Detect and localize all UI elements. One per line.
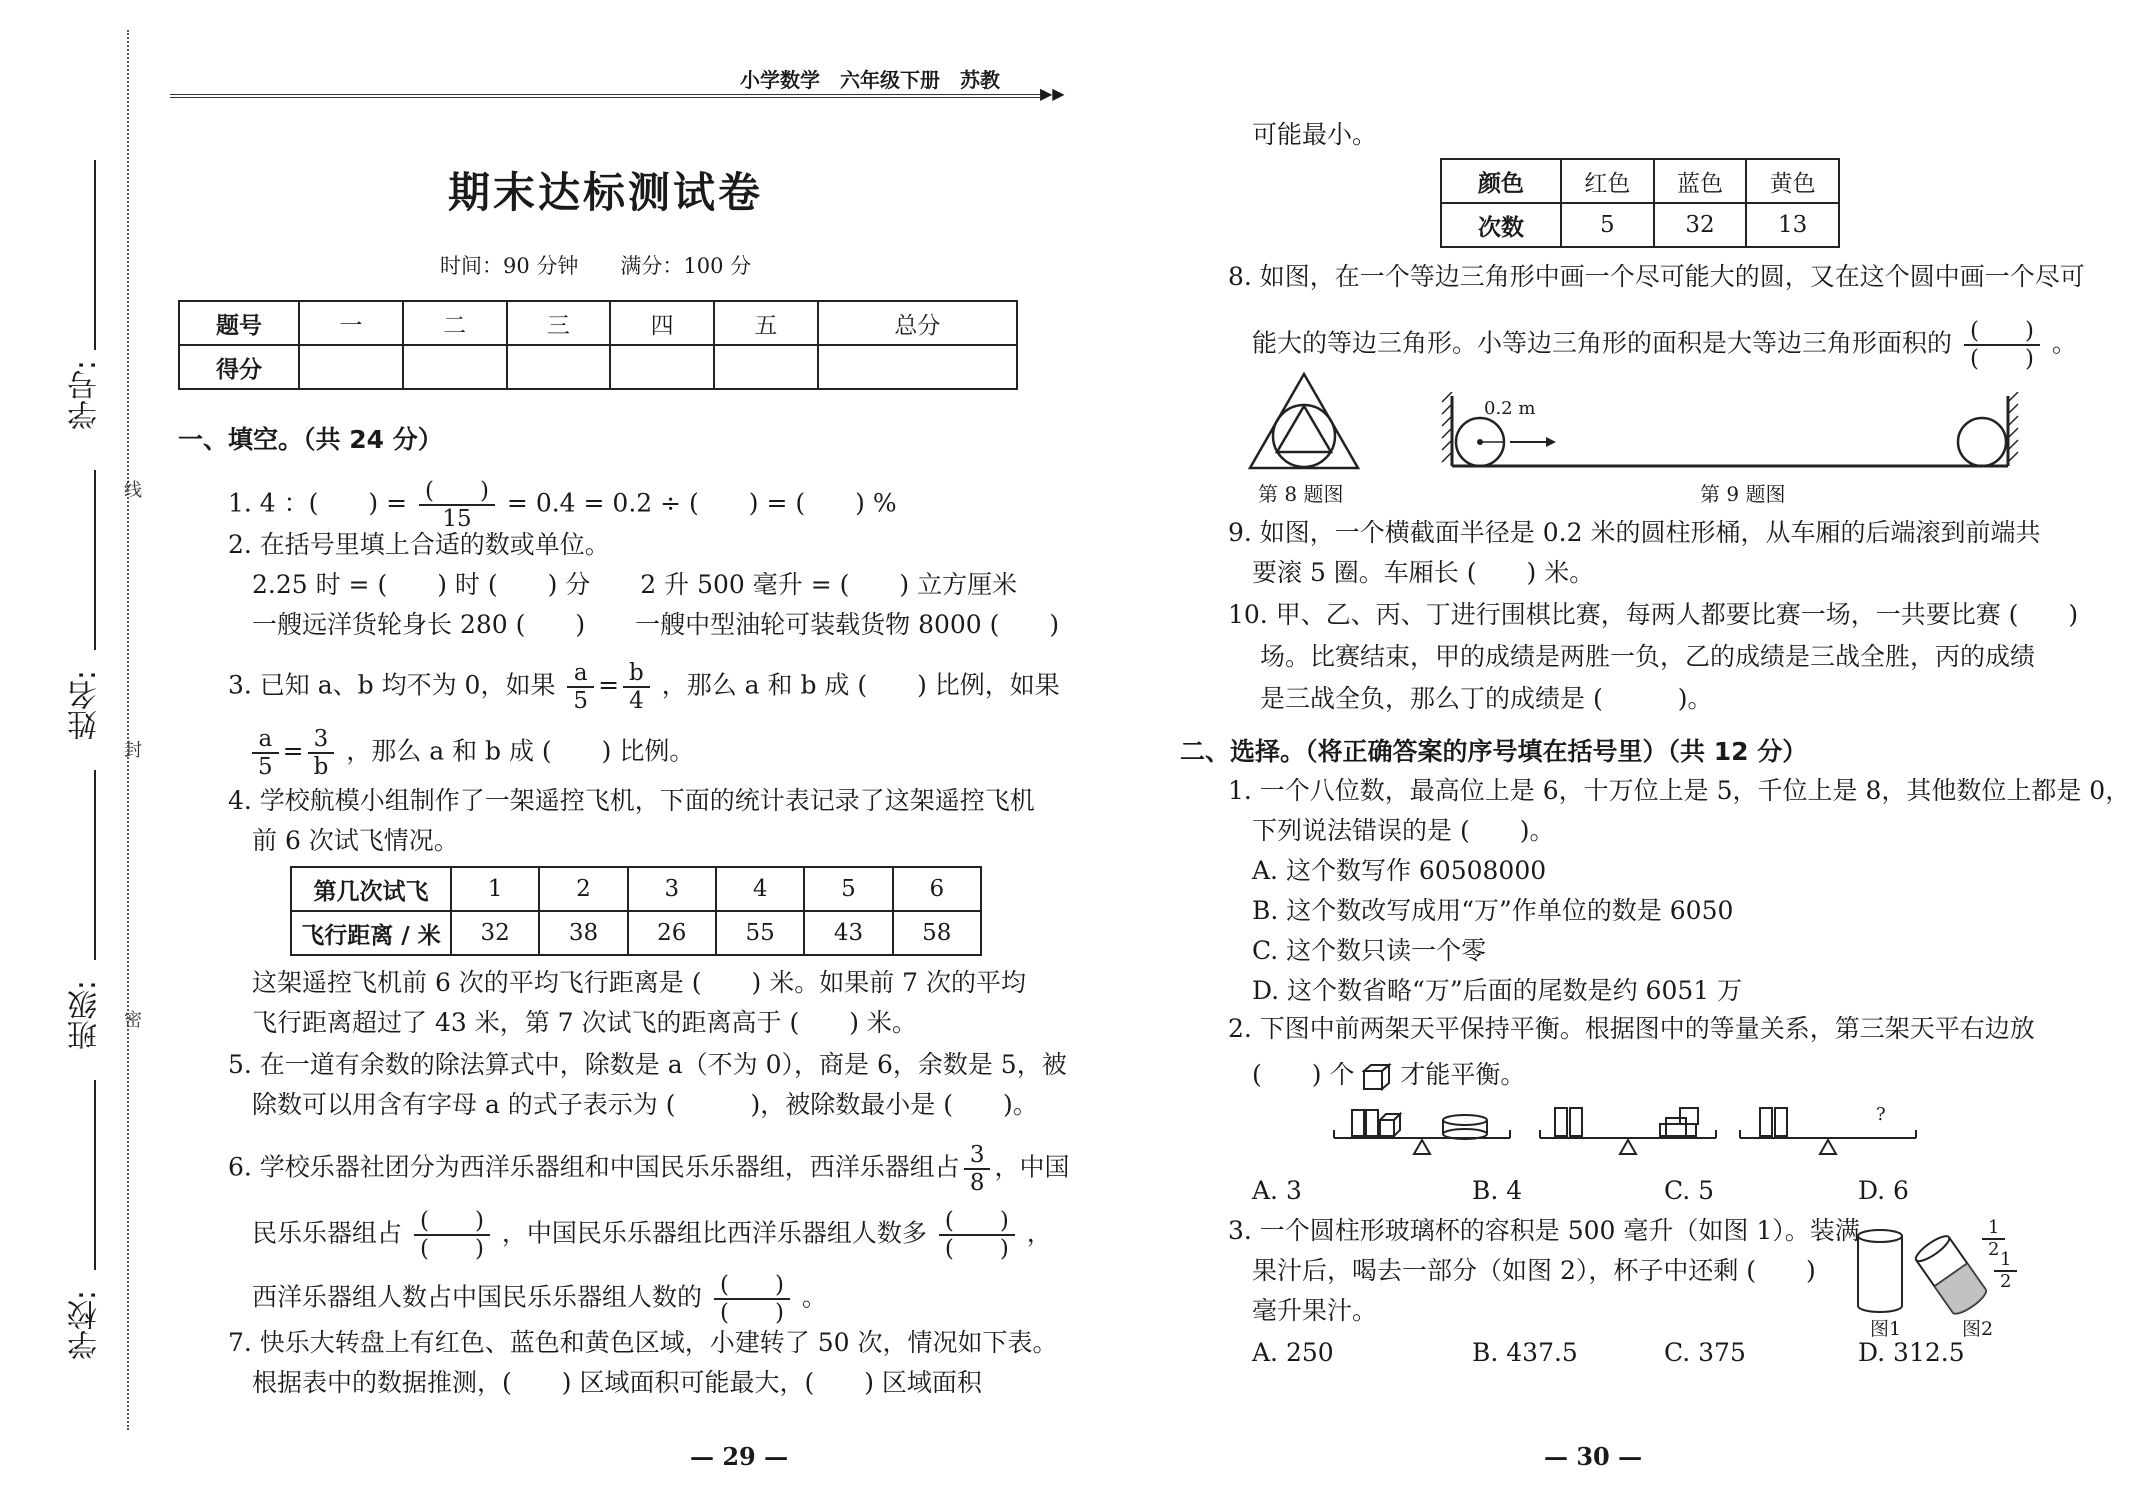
section-2-heading: 二、选择。（将正确答案的序号填在括号里）（共 12 分） [1180,737,1808,766]
q6-text: ， [1026,1218,1052,1248]
q6-blank-fraction[interactable] [714,1272,790,1326]
q3-text-b: ，那么 a 和 b 成 ( ) 比例，如果 [661,670,1060,700]
question-5-line-2: 除数可以用含有字母 a 的式子表示为 ( )，被除数最小是 ( )。 [252,1090,1038,1119]
frac-numerator: b [623,660,650,688]
q3-equals: = [282,736,304,766]
question-1 [228,478,897,532]
color-table [1440,158,1840,248]
color-table-cell: 黄色 [1746,159,1839,203]
frac-numerator: ( ) [714,1272,790,1300]
glass-cups-figure [1850,1222,1990,1322]
frac-denominator: 2 [2000,1271,2012,1292]
c2-text: ( ) 个 [1252,1060,1355,1089]
choice-3-option-a[interactable]: A. 250 [1252,1338,1334,1367]
score-table-cell: 总分 [818,301,1017,345]
q3-fraction [623,660,650,714]
flight-table-cell: 2 [539,867,627,911]
exam-time-score: 时间：90 分钟 满分：100 分 [440,254,752,278]
score-input-cell[interactable] [299,345,403,389]
flight-table-cell: 58 [893,911,981,955]
choice-3-option-b[interactable]: B. 437.5 [1472,1338,1578,1367]
question-10-line-3: 是三战全负，那么丁的成绩是 ( )。 [1260,684,1713,713]
c2-text: 才能平衡。 [1400,1060,1526,1089]
page-number-right: — 30 — [1544,1442,1643,1471]
flight-table [290,866,982,956]
frac-denominator: 8 [969,1170,985,1196]
q3-fraction [252,726,279,780]
question-3-line-1 [228,660,1060,714]
flight-table-cell: 6 [893,867,981,911]
binding-dotted-line [127,30,129,1430]
cut-word-feng: 封 [121,740,142,758]
q6-text: ，中国民乐乐器组比西洋乐器组人数多 [501,1218,927,1248]
score-table-cell: 二 [403,301,507,345]
section-1-heading: 一、填空。（共 24 分） [178,425,443,454]
question-6-line-2 [252,1208,1052,1262]
frac-numerator: ( ) [1964,318,2040,346]
frac-numerator: 3 [964,1142,991,1170]
choice-2-line-2 [1252,1058,1525,1092]
q6-text: 民乐乐器组占 [252,1218,403,1248]
flight-table-cell: 3 [628,867,716,911]
frac-numerator: a [252,726,279,754]
frac-denominator: ( ) [944,1236,1009,1262]
balance-scales-figure [1330,1098,1930,1168]
q6-blank-fraction[interactable] [414,1208,490,1262]
choice-3-line-1: 3. 一个圆柱形玻璃杯的容积是 500 毫升（如图 1）。装满 [1228,1216,1860,1245]
radius-label: 0.2 m [1484,398,1536,419]
score-table-cell: 一 [299,301,403,345]
frac-denominator: b [313,754,329,780]
q8-blank-fraction[interactable] [1964,318,2040,372]
frac-numerator: ( ) [939,1208,1015,1236]
q8-text: 。 [2051,328,2077,358]
score-table-cell: 得分 [179,345,299,389]
header-rule [170,94,1040,98]
question-4-line-4: 飞行距离超过了 43 米，第 7 次试飞的距离高于 ( ) 米。 [252,1008,917,1037]
figure-1-caption: 图1 [1870,1318,1902,1340]
question-2-head: 2. 在括号里填上合适的数或单位。 [228,530,610,559]
binding-line [94,1080,96,1270]
question-9-line-2: 要滚 5 圈。车厢长 ( ) 米。 [1252,558,1595,587]
choice-2-option-c[interactable]: C. 5 [1664,1176,1715,1205]
figure-9-caption: 第 9 题图 [1700,482,1786,506]
frac-numerator: 1 [1982,1218,2005,1240]
color-table-cell: 次数 [1441,203,1561,247]
q3-text-c: ，那么 a 和 b 成 ( ) 比例。 [346,736,695,766]
question-10-line-1: 10. 甲、乙、丙、丁进行围棋比赛，每两人都要比赛一场，一共要比赛 ( ) [1228,600,2079,629]
question-8-line-2 [1252,318,2077,372]
score-input-cell[interactable] [818,345,1017,389]
q6-text: 6. 学校乐器社团分为西洋乐器组和中国民乐乐器组，西洋乐器组占 [228,1152,960,1182]
q6-text: 西洋乐器组人数占中国民乐乐器组人数的 [252,1282,703,1312]
q1-fraction [419,478,495,532]
flight-table-cell: 43 [804,911,892,955]
frac-denominator: 4 [629,688,644,714]
cut-word-xian: 线 [121,480,142,498]
question-7-line-3: 可能最小。 [1252,120,1378,149]
class-label: 班级: [68,980,103,1051]
question-2-line-1: 2.25 时 = ( ) 时 ( ) 分 2 升 500 毫升 = ( ) 立方厘米 [252,570,1018,599]
frac-denominator: 5 [573,688,589,714]
score-table-cell: 题号 [179,301,299,345]
question-5-line-1: 5. 在一道有余数的除法算式中，除数是 a（不为 0），商是 6，余数是 5，被 [228,1050,1067,1079]
q1-text-a: 1. 4 ：( ) = [228,488,408,518]
color-table-cell: 颜色 [1441,159,1561,203]
question-4-line-2: 前 6 次试飞情况。 [252,826,459,855]
q6-text: ，中国 [994,1152,1070,1182]
cube-icon [1362,1063,1392,1091]
question-7-line-2: 根据表中的数据推测，( ) 区域面积可能最大，( ) 区域面积 [252,1368,982,1397]
frac-denominator: 15 [442,506,472,532]
question-9-line-1: 9. 如图，一个横截面半径是 0.2 米的圆柱形桶，从车厢的后端滚到前端共 [1228,518,2041,547]
frac-denominator: 5 [258,754,273,780]
figure-8-caption: 第 8 题图 [1258,482,1344,506]
color-table-cell: 5 [1561,203,1654,247]
header-arrow-icon: ▶▶ [1040,84,1065,103]
score-input-cell[interactable] [714,345,818,389]
flight-table-cell: 32 [451,911,539,955]
question-2-line-2: 一艘远洋货轮身长 280 ( ) 一艘中型油轮可装载货物 8000 ( ) [252,610,1060,639]
choice-1-option-c[interactable]: C. 这个数只读一个零 [1252,936,1487,965]
cut-word-mi: 密 [121,1010,142,1028]
triangle-circle-figure [1246,372,1362,472]
q3-text-a: 3. 已知 a、b 均不为 0，如果 [228,670,556,700]
flight-table-cell: 飞行距离 / 米 [291,911,451,955]
student-name-label: 姓名: [68,670,103,741]
frac-numerator: 1 [1994,1250,2017,1272]
figure-2-caption: 图2 [1962,1318,1994,1340]
color-table-cell: 32 [1654,203,1747,247]
flight-table-cell: 26 [628,911,716,955]
flight-table-cell: 55 [716,911,804,955]
flight-table-cell: 5 [804,867,892,911]
score-table-cell: 三 [507,301,611,345]
q1-text-b: = 0.4 = 0.2 ÷ ( ) = ( ) % [506,488,897,518]
question-10-line-2: 场。比赛结束，甲的成绩是两胜一负，乙的成绩是三战全胜，丙的成绩 [1260,642,2036,671]
score-input-cell[interactable] [610,345,714,389]
flight-table-cell: 第几次试飞 [291,867,451,911]
flight-table-cell: 4 [716,867,804,911]
question-4-line-3: 这架遥控飞机前 6 次的平均飞行距离是 ( ) 米。如果前 7 次的平均 [252,968,1027,997]
q3-equals: = [598,670,620,700]
page-number-left: — 29 — [690,1442,789,1471]
balance-question-mark: ? [1876,1104,1886,1125]
choice-3-option-c[interactable]: C. 375 [1664,1338,1746,1367]
question-3-line-2 [248,726,694,780]
q8-text: 能大的等边三角形。小等边三角形的面积是大等边三角形面积的 [1252,328,1953,358]
page-title: 期末达标测试卷 [448,168,764,217]
question-8-line-1: 8. 如图，在一个等边三角形中画一个尽可能大的圆，又在这个圆中画一个尽可 [1228,262,2085,291]
question-4-line-1: 4. 学校航模小组制作了一架遥控飞机，下面的统计表记录了这架遥控飞机 [228,786,1035,815]
choice-2-line-1: 2. 下图中前两架天平保持平衡。根据图中的等量关系，第三架天平右边放 [1228,1014,2035,1043]
choice-2-option-d[interactable]: D. 6 [1858,1176,1909,1205]
score-input-cell[interactable] [507,345,611,389]
choice-1-line-1: 1. 一个八位数，最高位上是 6，十万位上是 5，千位上是 8，其他数位上都是 0， [1228,776,2131,805]
student-number-label: 学号: [68,360,103,431]
flight-table-cell: 38 [539,911,627,955]
binding-line [94,160,96,350]
q6-blank-fraction[interactable] [939,1208,1015,1262]
binding-line [94,770,96,960]
school-label: 学校: [68,1290,103,1361]
frac-numerator: a [567,660,594,688]
score-table [178,300,1018,390]
choice-2-option-a[interactable]: A. 3 [1252,1176,1302,1205]
score-input-cell[interactable] [403,345,507,389]
score-table-cell: 五 [714,301,818,345]
choice-3-line-3: 毫升果汁。 [1252,1296,1378,1325]
q3-fraction [308,726,335,780]
q6-fraction [964,1142,991,1196]
question-7-line-1: 7. 快乐大转盘上有红色、蓝色和黄色区域，小建转了 50 次，情况如下表。 [228,1328,1058,1357]
question-6-line-1 [228,1142,1069,1196]
choice-3-option-d[interactable]: D. 312.5 [1858,1338,1965,1367]
frac-denominator: ( ) [1969,346,2034,372]
choice-3-line-2: 果汁后，喝去一部分（如图 2），杯子中还剩 ( ) [1252,1256,1816,1285]
color-table-cell: 13 [1746,203,1839,247]
header-text: 小学数学 六年级下册 苏教 [740,68,1000,92]
frac-numerator: 3 [308,726,335,754]
frac-denominator: ( ) [719,1300,784,1326]
flight-table-cell: 1 [451,867,539,911]
choice-1-option-b[interactable]: B. 这个数改写成用“万”作单位的数是 6050 [1252,896,1734,925]
height-fraction-bottom [1990,1250,2021,1292]
color-table-cell: 红色 [1561,159,1654,203]
question-6-line-3 [252,1272,827,1326]
frac-denominator: 2 [1988,1239,2000,1260]
choice-1-line-2: 下列说法错误的是 ( )。 [1252,816,1555,845]
frac-numerator: ( ) [414,1208,490,1236]
choice-2-option-b[interactable]: B. 4 [1472,1176,1523,1205]
frac-numerator: ( ) [419,478,495,506]
q3-fraction [567,660,594,714]
choice-1-option-a[interactable]: A. 这个数写作 60508000 [1252,856,1547,885]
color-table-cell: 蓝色 [1654,159,1747,203]
q6-text: 。 [801,1282,827,1312]
score-table-cell: 四 [610,301,714,345]
choice-1-option-d[interactable]: D. 这个数省略“万”后面的尾数是约 6051 万 [1252,976,1743,1005]
frac-denominator: ( ) [419,1236,484,1262]
half-fraction [1994,1250,2017,1292]
binding-line [94,470,96,650]
